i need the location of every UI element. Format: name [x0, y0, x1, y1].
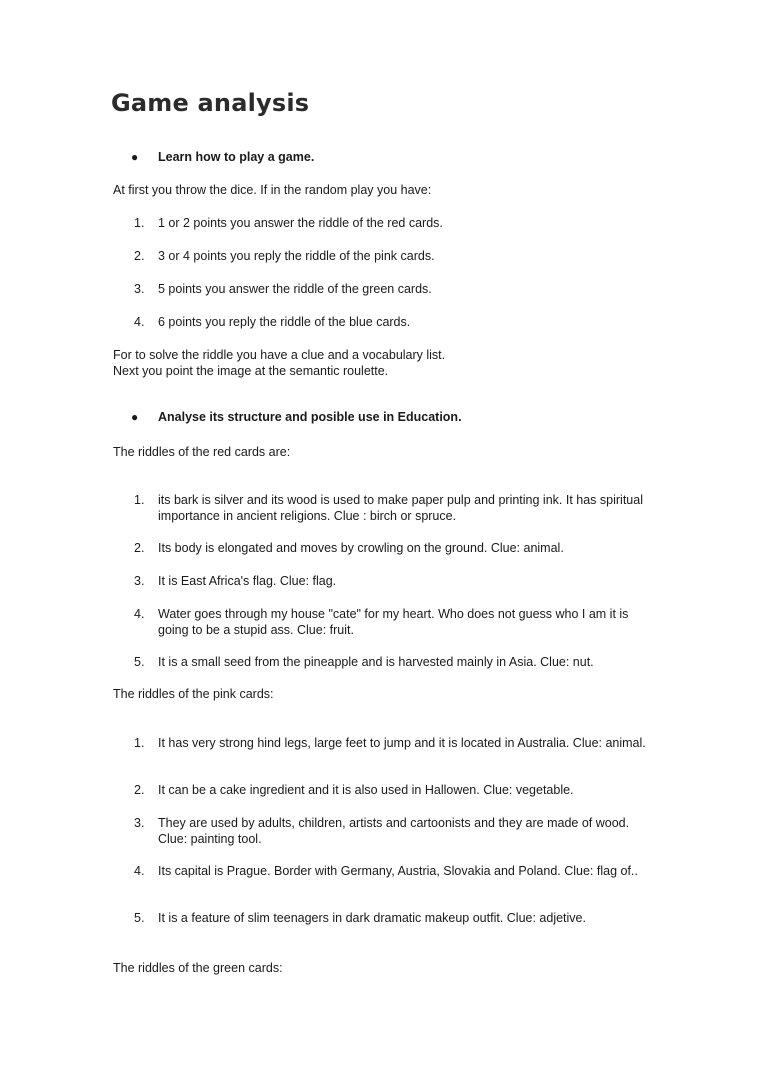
list-text: its bark is silver and its wood is used to make paper pulp and printing ink. It has spiritual importance in ancient religions. Clue : birch or spruce. — [158, 493, 643, 523]
list-number: 3. — [134, 282, 145, 296]
list-text: 6 points you reply the riddle of the blue cards. — [158, 315, 411, 329]
list-text: Its capital is Prague. Border with Germany, Austria, Slovakia and Poland. Clue: flag of.. — [158, 864, 638, 878]
list-text: They are used by adults, children, artists and cartoonists and they are made of wood. Clue: painting tool. — [158, 816, 630, 846]
list-number: 2. — [134, 783, 145, 797]
list-text: 5 points you answer the riddle of the green cards. — [158, 282, 432, 296]
list-number: 1. — [134, 736, 145, 750]
list-number: 2. — [134, 249, 145, 263]
list-text: It is a feature of slim teenagers in dark dramatic makeup outfit. Clue: adjetive. — [158, 911, 586, 925]
red-cards-heading: The riddles of the red cards are: — [113, 445, 291, 459]
list-text: It is East Africa's flag. Clue: flag. — [158, 574, 337, 588]
bullet-heading: Learn how to play a game. — [158, 150, 315, 164]
clue-paragraph-line-2: Next you point the image at the semantic roulette. — [113, 364, 389, 378]
list-number: 3. — [134, 816, 145, 830]
page-title: Game analysis — [111, 89, 310, 117]
bullet-heading: Analyse its structure and posible use in Education. — [158, 410, 462, 424]
list-number: 1. — [134, 216, 145, 230]
list-text: It can be a cake ingredient and it is also used in Hallowen. Clue: vegetable. — [158, 783, 574, 797]
pink-cards-heading: The riddles of the pink cards: — [113, 687, 274, 701]
list-text: 3 or 4 points you reply the riddle of the pink cards. — [158, 249, 435, 263]
list-text: Water goes through my house "cate" for my heart. Who does not guess who I am it is going to be a stupid ass. Clue: fruit. — [158, 607, 629, 637]
list-text: It is a small seed from the pineapple and is harvested mainly in Asia. Clue: nut. — [158, 655, 594, 669]
list-text: It has very strong hind legs, large feet to jump and it is located in Australia. Clue: animal. — [158, 736, 646, 750]
list-text: Its body is elongated and moves by crowling on the ground. Clue: animal. — [158, 541, 564, 555]
list-number: 3. — [134, 574, 145, 588]
list-number: 5. — [134, 911, 145, 925]
list-number: 5. — [134, 655, 145, 669]
bullet-dot-icon: ● — [131, 150, 139, 164]
intro-paragraph: At first you throw the dice. If in the random play you have: — [113, 183, 432, 197]
list-number: 2. — [134, 541, 145, 555]
list-text: 1 or 2 points you answer the riddle of the red cards. — [158, 216, 443, 230]
bullet-dot-icon: ● — [131, 410, 139, 424]
green-cards-heading: The riddles of the green cards: — [113, 961, 283, 975]
list-number: 4. — [134, 315, 145, 329]
list-number: 4. — [134, 864, 145, 878]
list-number: 4. — [134, 607, 145, 621]
list-number: 1. — [134, 493, 145, 507]
clue-paragraph-line-1: For to solve the riddle you have a clue and a vocabulary list. — [113, 348, 446, 362]
